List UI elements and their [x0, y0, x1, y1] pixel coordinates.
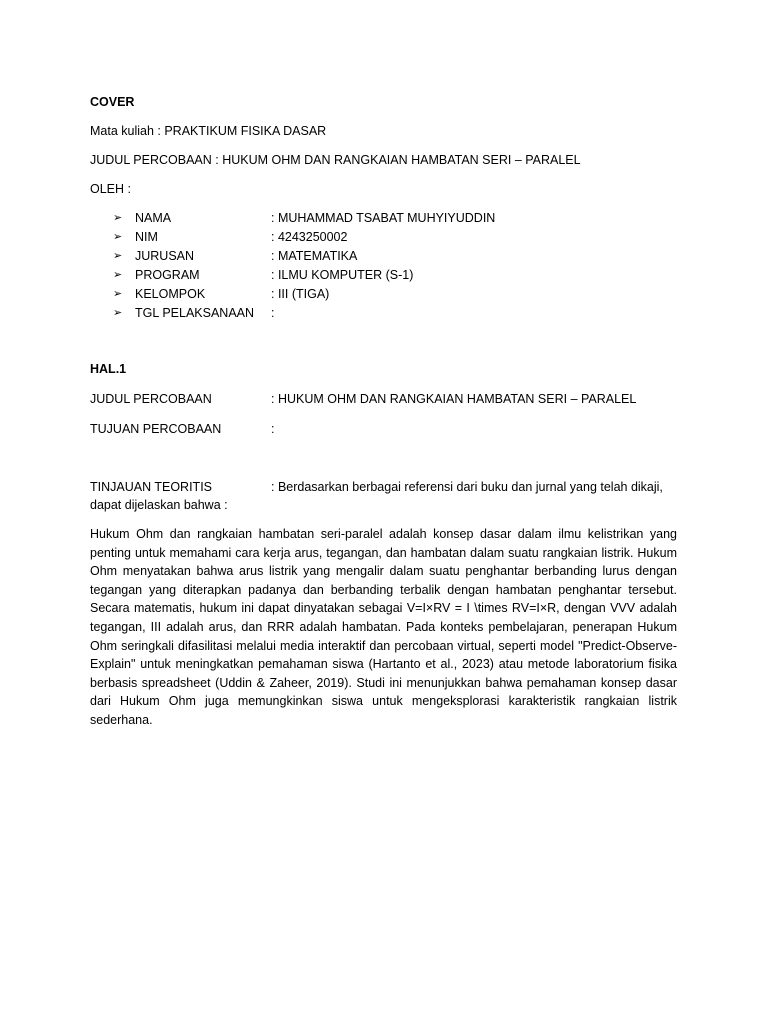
- tinjauan-continuation: dapat dijelaskan bahwa :: [90, 498, 228, 512]
- item-label: NIM: [135, 230, 158, 244]
- tinjauan-value: : Berdasarkan berbagai referensi dari buku dan jurnal yang telah dikaji,: [271, 480, 663, 494]
- item-label: TGL PELAKSANAAN: [135, 306, 255, 320]
- item-value: :: [271, 306, 275, 320]
- course-line: Mata kuliah : PRAKTIKUM FISIKA DASAR: [90, 124, 327, 138]
- item-value: : 4243250002: [271, 230, 348, 244]
- arrow-bullet-icon: ➢: [113, 231, 123, 243]
- list-item-jurusan: [113, 248, 673, 267]
- list-item-program: [113, 267, 673, 286]
- item-value: : MATEMATIKA: [271, 249, 358, 263]
- item-value: : MUHAMMAD TSABAT MUHYIYUDDIN: [271, 211, 496, 225]
- list-item-tgl-pelaksanaan: [113, 305, 673, 324]
- tinjauan-label: TINJAUAN TEORITIS: [90, 480, 213, 494]
- arrow-bullet-icon: ➢: [113, 288, 123, 300]
- list-item-nim: [113, 229, 673, 248]
- item-label: NAMA: [135, 211, 172, 225]
- identity-list: [113, 210, 673, 324]
- arrow-bullet-icon: ➢: [113, 250, 123, 262]
- item-label: KELOMPOK: [135, 287, 206, 301]
- experiment-title-line: JUDUL PERCOBAAN : HUKUM OHM DAN RANGKAIAN HAMBATAN SERI – PARALEL: [90, 153, 581, 167]
- arrow-bullet-icon: ➢: [113, 307, 123, 319]
- list-item-kelompok: [113, 286, 673, 305]
- item-value: : ILMU KOMPUTER (S-1): [271, 268, 414, 282]
- arrow-bullet-icon: ➢: [113, 269, 123, 281]
- item-label: PROGRAM: [135, 268, 200, 282]
- hal1-title: HAL.1: [90, 362, 127, 376]
- by-label: OLEH :: [90, 182, 131, 196]
- arrow-bullet-icon: ➢: [113, 212, 123, 224]
- cover-title: COVER: [90, 95, 135, 109]
- judul-label: JUDUL PERCOBAAN: [90, 392, 212, 406]
- list-item-nama: [113, 210, 673, 229]
- tujuan-label: TUJUAN PERCOBAAN: [90, 422, 222, 436]
- tujuan-value: :: [271, 422, 275, 436]
- theory-paragraph: Hukum Ohm dan rangkaian hambatan seri-paralel adalah konsep dasar dalam ilmu kelistrikan yang penting untuk memahami cara kerja arus, tegangan, dan hambatan dalam suatu rangkaian listrik. Hukum Ohm menyatakan bahwa arus listrik yang mengalir dalam suatu penghantar berbanding lurus dengan tegangan yang diterapkan padanya dan berbanding terbalik dengan hambatan penghantar tersebut. Secara matematis, hukum ini dapat dinyatakan sebagai V=I×RV = I \times RV=I×R, dengan VVV adalah tegangan, III adalah arus, dan RRR adalah hambatan. Pada konteks pembelajaran, penerapan Hukum Ohm seringkali difasilitasi melalui media interaktif dan percobaan virtual, seperti model "Predict-Observe-Explain" untuk meningkatkan pemahaman siswa (Hartanto et al., 2023) atau metode laboratorium fisika berbasis spreadsheet (Uddin & Zaheer, 2019). Studi ini menunjukkan bahwa pemahaman konsep dasar dari Hukum Ohm juga memungkinkan siswa untuk mengeksplorasi karakteristik rangkaian listrik sederhana.: [90, 527, 677, 727]
- judul-value: : HUKUM OHM DAN RANGKAIAN HAMBATAN SERI – PARALEL: [271, 392, 637, 406]
- item-value: : III (TIGA): [271, 287, 330, 301]
- item-label: JURUSAN: [135, 249, 195, 263]
